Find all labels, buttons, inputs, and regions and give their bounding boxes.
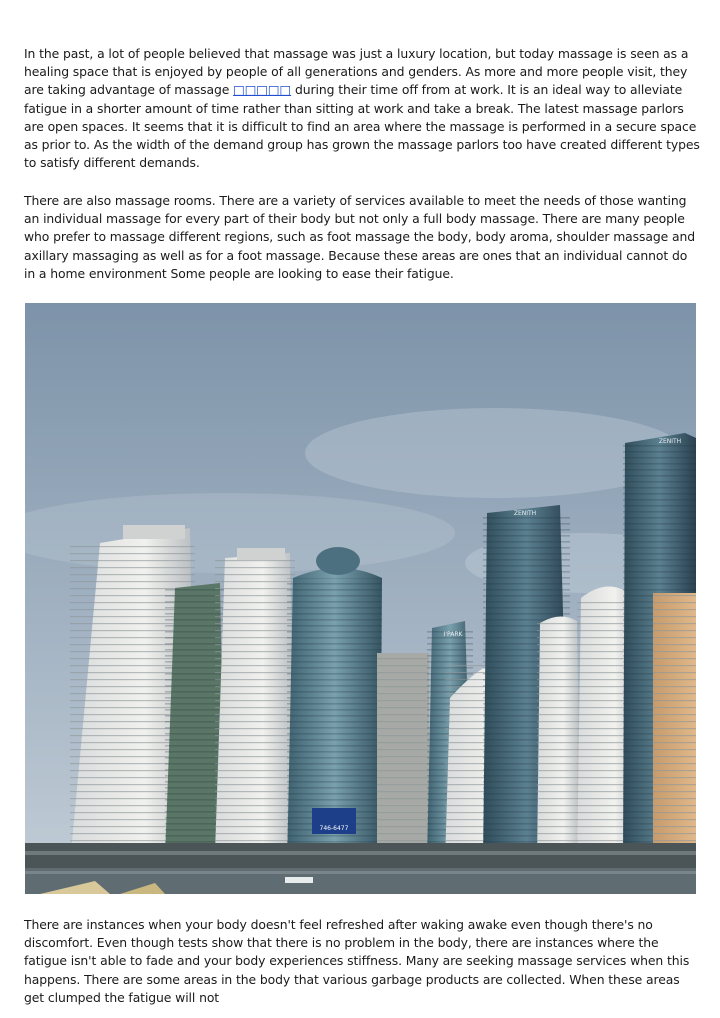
- zenith-label-right: ZENITH: [658, 438, 682, 445]
- paragraph-intro-text-a: In the past, a lot of people believed that massage was just a luxury location, but today massage is seen as a healing space that is enjoyed by people of all generations and genders. As more and more people visit, they are taking advantage of massage: [24, 46, 689, 98]
- tan-tower: [653, 593, 696, 863]
- round-glass-tower: [287, 547, 382, 868]
- white-tower-right-1: [537, 616, 581, 863]
- massage-link[interactable]: □□□□□: [233, 82, 292, 98]
- paragraph-intro: [24, 45, 700, 172]
- second-white-tower: [215, 548, 295, 853]
- mid-gray-tower: [377, 653, 429, 863]
- ipark-label: I'PARK: [443, 631, 463, 638]
- paragraph-fatigue: There are instances when your body doesn't feel refreshed after waking awake even though there's no discomfort. Even though tests show that there is no problem in the body, there are instances where the fatigue isn't able to fade and your body experiences stiffness. Many are seeking massage services when this happens. There are some areas in the body that various garbage products are collected. When these areas get clumped the fatigue will not: [24, 917, 690, 1005]
- paragraph-intro-text-b: during their time off from at work. It is an ideal way to alleviate fatigue in a shorter amount of time rather than sitting at work and take a break. The latest massage parlors are open spaces. It seems that it is difficult to find an area where the massage is performed in a secure space as prior to. As the width of the demand group has grown the massage parlors too have created different types to satisfy different demands.: [24, 82, 700, 171]
- paragraph-massage-rooms: There are also massage rooms. There are a variety of services available to meet the needs of those wanting an individual massage for every part of their body but not only a full body massage. There are many people who prefer to massage different regions, such as foot massage the body, body aroma, shoulder massage and axillary massaging as well as for a foot massage. Because these areas are ones that an individual cannot do in a home environment Some people are looking to ease their fatigue.: [24, 193, 696, 281]
- sign-line2: 746-6477: [319, 825, 349, 832]
- zenith-label-center: ZENITH: [513, 510, 537, 517]
- city-skyline-photo: [25, 303, 696, 894]
